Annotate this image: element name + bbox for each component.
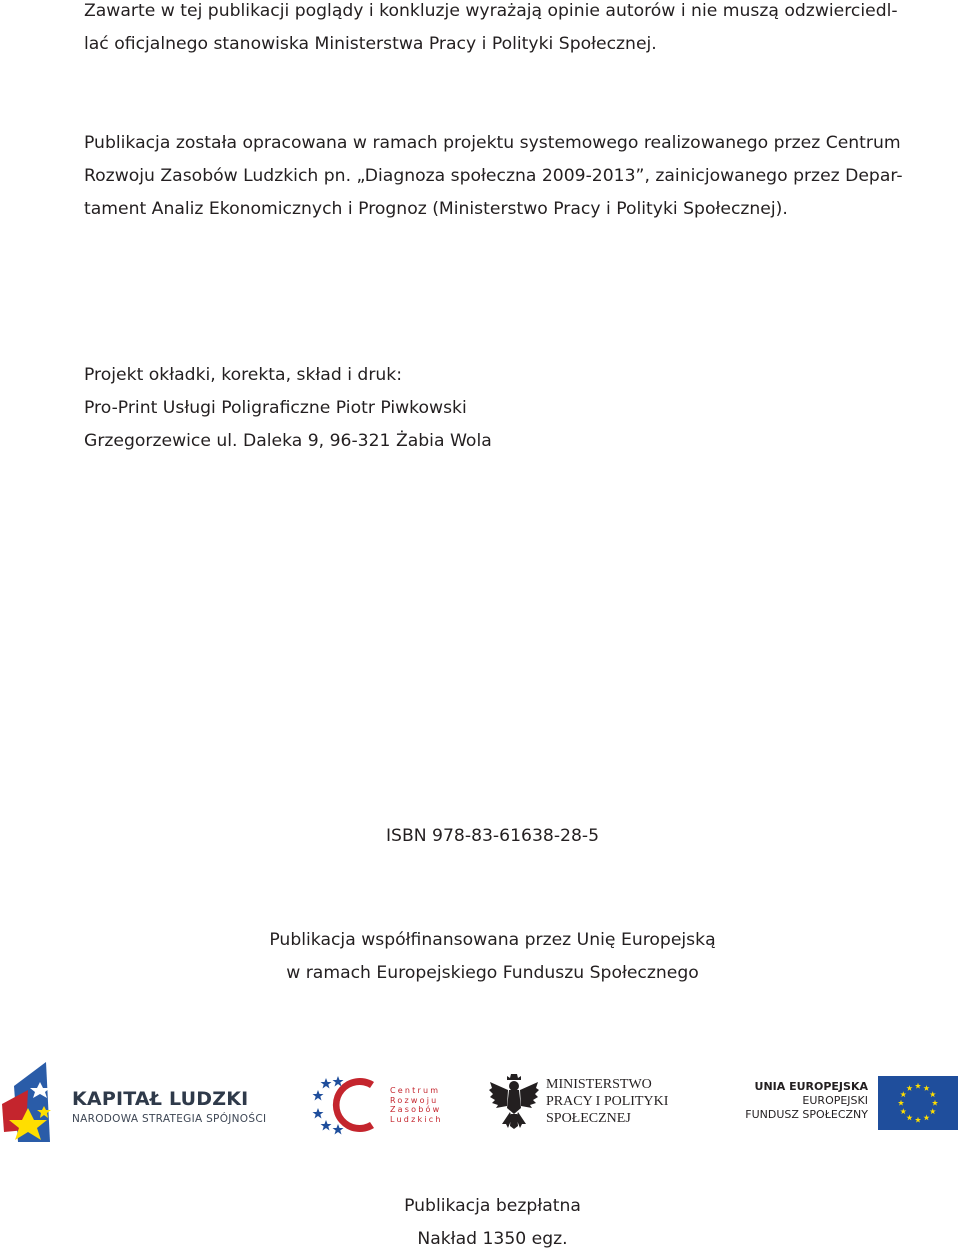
project-line: Rozwoju Zasobów Ludzkich pn. „Diagnoza społeczna 2009-2013”, zainicjowanego przez Depar-: [84, 166, 903, 186]
cofinancing-line: w ramach Europejskiego Funduszu Społecznego: [286, 963, 699, 983]
isbn-number: ISBN 978-83-61638-28-5: [385, 826, 600, 846]
crzl-word: Centrum: [390, 1086, 441, 1095]
eagle-emblem-icon: [488, 1072, 540, 1130]
credits-line: Projekt okładki, korekta, skład i druk:: [84, 365, 403, 385]
ue-efs-wordmark: [745, 1080, 868, 1122]
disclaimer-line: Zawarte w tej publikacji poglądy i konkluzje wyrażają opinie autorów i nie muszą odzwierciedl-: [84, 1, 898, 21]
credits-paragraph: [84, 359, 904, 458]
project-paragraph: [84, 127, 904, 226]
crzl-word: Ludzkich: [390, 1114, 443, 1124]
cofinancing-line: Publikacja współfinansowana przez Unię Europejską: [269, 930, 716, 950]
footer-note: [0, 1190, 960, 1256]
kapital-ludzki-logo: [0, 1060, 267, 1150]
free-publication-label: Publikacja bezpłatna: [404, 1196, 581, 1216]
ministerstwo-line: PRACY I POLITYKI: [546, 1094, 669, 1109]
ministerstwo-line: SPOŁECZNEJ: [546, 1111, 631, 1126]
crzl-emblem-icon: [312, 1072, 392, 1138]
kapital-ludzki-emblem-icon: [0, 1060, 66, 1146]
cofinancing-note: [0, 924, 960, 990]
ue-line: FUNDUSZ SPOŁECZNY: [745, 1108, 868, 1121]
ue-line: UNIA EUROPEJSKA: [754, 1080, 868, 1093]
credits-line: Grzegorzewice ul. Daleka 9, 96-321 Żabia Wola: [84, 431, 492, 451]
credits-line: Pro-Print Usługi Poligraficzne Piotr Piwkowski: [84, 398, 467, 418]
project-line: Publikacja została opracowana w ramach projektu systemowego realizowanego przez Centrum: [84, 133, 901, 153]
ue-efs-logo: [745, 1076, 958, 1132]
ue-line: EUROPEJSKI: [802, 1094, 868, 1107]
ministerstwo-wordmark: [546, 1076, 668, 1127]
ministerstwo-line: MINISTERSTWO: [546, 1077, 652, 1092]
crzl-logo: [312, 1072, 442, 1138]
circulation-label: Nakład 1350 egz.: [417, 1229, 568, 1249]
disclaimer-paragraph: [84, 0, 904, 61]
ministerstwo-logo: [488, 1072, 688, 1132]
disclaimer-line: lać oficjalnego stanowiska Ministerstwa Pracy i Polityki Społecznej.: [84, 34, 657, 54]
eu-flag-icon: [878, 1076, 958, 1130]
kapital-ludzki-subtitle: NARODOWA STRATEGIA SPÓJNOŚCI: [72, 1113, 267, 1125]
project-line: tament Analiz Ekonomicznych i Prognoz (Ministerstwo Pracy i Polityki Społecznej).: [84, 199, 788, 219]
crzl-wordmark: [390, 1086, 443, 1124]
crzl-word: Rozwoju: [390, 1095, 439, 1105]
crzl-word: Zasobów: [390, 1105, 442, 1114]
kapital-ludzki-title: KAPITAŁ LUDZKI: [72, 1088, 249, 1110]
